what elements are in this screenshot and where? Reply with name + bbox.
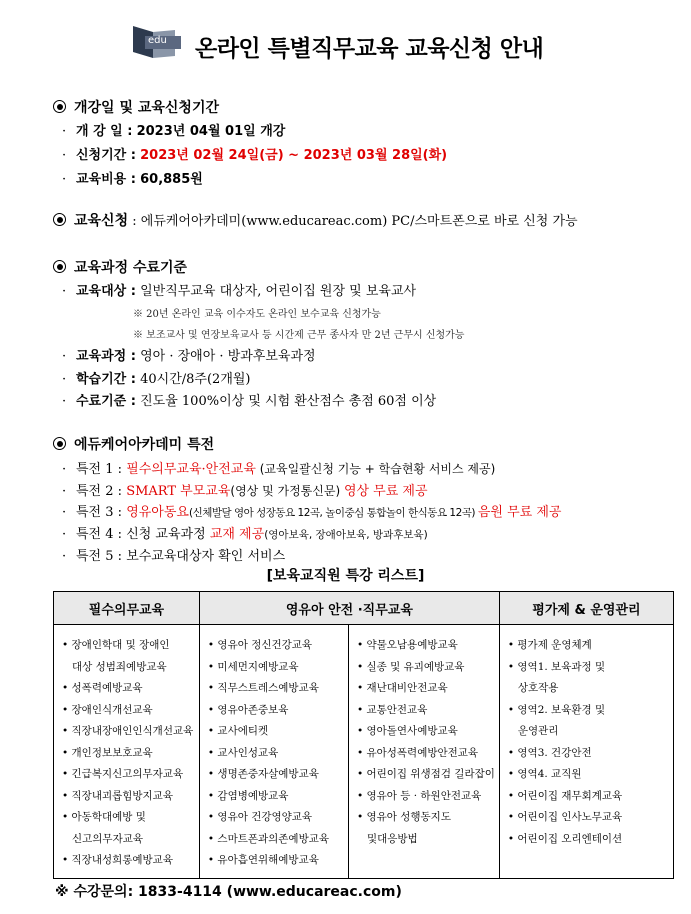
apply-method-text: : 에듀케어아카데미(www.educareac.com) PC/스마트폰으로 바로 신청 가능 xyxy=(132,214,578,229)
list-item: • 생명존중자살예방교육 xyxy=(207,768,319,780)
section-heading-benefits: 에듀케어아카데미 특전 xyxy=(53,434,214,454)
list-item: • 영아돌연사예방교육 xyxy=(356,725,458,737)
list-item: • 어린이집 위생점검 길라잡이 xyxy=(356,768,495,780)
list-item: 신고의무자교육 xyxy=(72,832,144,845)
list-item: • 스마트폰과의존예방교육 xyxy=(207,832,329,845)
list-item: • 개인정보보호교육 xyxy=(62,746,153,759)
column-safety-1 xyxy=(199,625,348,879)
criteria-row: · 수료기준 : 진도율 100%이상 및 시험 환산점수 총점 60점 이상 xyxy=(62,394,437,409)
list-item: • 성폭력예방교육 xyxy=(62,682,143,694)
list-item: • 직장내괴롭힘방지교육 xyxy=(62,789,173,802)
column-safety-2 xyxy=(348,625,499,879)
logo-text: edu xyxy=(148,35,167,46)
list-item: • 영역4. 교직원 xyxy=(507,768,582,780)
list-item: • 재난대비안전교육 xyxy=(356,682,448,694)
list-item: 및대응방법 xyxy=(366,832,418,845)
benefit-4: · 특전 4 : 신청 교육과정 교재 제공(영아보육, 장애아보육, 방과후보육) xyxy=(62,527,428,542)
list-item: • 영역2. 보육환경 및 xyxy=(507,703,606,716)
list-item: • 긴급복지신고의무자교육 xyxy=(62,768,184,780)
note-2: ※ 보조교사 및 연장보육교사 등 시간제 근무 종사자 만 2년 근무시 신청가능 xyxy=(133,330,465,341)
section-heading-period: 개강일 및 교육신청기간 xyxy=(53,97,219,117)
list-item: 운영관리 xyxy=(517,725,559,737)
list-item: 상호작용 xyxy=(517,682,559,694)
list-item: • 영유아 성행동지도 xyxy=(356,811,451,823)
section-bullet-icon xyxy=(53,260,66,273)
apply-period-row: · 신청기간 : 2023년 02월 24일(금) ~ 2023년 03월 28일(화) xyxy=(62,148,448,163)
list-item: • 어린이집 오리엔테이션 xyxy=(507,832,623,845)
target-row: · 교육대상 : 일반직무교육 대상자, 어린이집 원장 및 보육교사 xyxy=(62,284,417,299)
list-item: • 평가제 운영체계 xyxy=(507,639,592,651)
lecture-list-title: [보육교직원 특강 리스트] xyxy=(266,568,425,584)
lecture-table xyxy=(53,591,674,879)
course-row: · 교육과정 : 영아 · 장애아 · 방과후보육과정 xyxy=(62,349,316,364)
list-item: • 교사에티켓 xyxy=(207,725,269,737)
list-item: • 교통안전교육 xyxy=(356,703,428,716)
list-item: • 영유아 등 · 하원안전교육 xyxy=(356,789,482,802)
section-bullet-icon xyxy=(53,437,66,450)
benefit-3: · 특전 3 : 영유아동요(신체발달 영아 성장동요 12곡, 놀이중심 통합놀이 한식동요 12곡) 음원 무료 제공 xyxy=(62,505,562,520)
list-item: • 직무스트레스예방교육 xyxy=(207,682,319,694)
list-item: • 미세먼지예방교육 xyxy=(207,660,299,673)
contact-footer: ※ 수강문의: 1833-4114 (www.educareac.com) xyxy=(55,884,402,900)
benefit-1: · 특전 1 : 필수의무교육·안전교육 (교육일괄신청 기능 + 학습현황 서비스 제공) xyxy=(62,462,496,477)
list-item: • 장애인학대 및 장애인 xyxy=(62,639,170,651)
header-evaluation: 평가제 & 운영관리 xyxy=(499,592,673,625)
list-item: • 영유아존중보육 xyxy=(207,703,289,716)
list-item: • 어린이집 인사노무교육 xyxy=(507,811,623,823)
open-date-row: · 개 강 일 : 2023년 04월 01일 개강 xyxy=(62,124,286,139)
list-item: • 유아성폭력예방안전교육 xyxy=(356,746,479,759)
section-heading-course: 교육과정 수료기준 xyxy=(53,257,187,277)
list-item: • 교사인성교육 xyxy=(207,746,279,759)
list-item: • 직장내장애인인식개선교육 xyxy=(62,725,194,737)
list-item: 대상 성범죄예방교육 xyxy=(72,660,167,673)
column-evaluation xyxy=(499,625,673,879)
benefit-5: · 특전 5 : 보수교육대상자 확인 서비스 xyxy=(62,549,286,564)
fee-row: · 교육비용 : 60,885원 xyxy=(62,172,203,187)
list-item: • 약물오남용예방교육 xyxy=(356,639,458,651)
list-item: • 어린이집 재무회계교육 xyxy=(507,789,623,802)
list-item: • 장애인식개선교육 xyxy=(62,703,153,716)
header-mandatory: 필수의무교육 xyxy=(54,592,200,625)
list-item: • 영역3. 건강안전 xyxy=(507,746,592,759)
list-item: • 직장내성희롱예방교육 xyxy=(62,854,173,866)
note-1: ※ 20년 온라인 교육 이수자도 온라인 보수교육 신청가능 xyxy=(133,309,381,320)
study-period-row: · 학습기간 : 40시간/8주(2개월) xyxy=(62,372,251,387)
list-item: • 영역1. 보육과정 및 xyxy=(507,660,606,673)
logo xyxy=(131,22,183,62)
header-safety-duty: 영유아 안전 ·직무교육 xyxy=(199,592,499,625)
list-item: • 유아흡연위해예방교육 xyxy=(207,854,319,866)
list-item: • 감염병예방교육 xyxy=(207,789,289,802)
section-bullet-icon xyxy=(53,213,66,226)
benefit-2: · 특전 2 : SMART 부모교육(영상 및 가정통신문) 영상 무료 제공 xyxy=(62,484,428,499)
section-bullet-icon xyxy=(53,100,66,113)
list-item: • 실종 및 유괴예방교육 xyxy=(356,660,465,673)
list-item: • 아동학대예방 및 xyxy=(62,811,146,823)
list-item: • 영유아 건강영양교육 xyxy=(207,811,313,823)
section-heading-apply: 교육신청 : 에듀케어아카데미(www.educareac.com) PC/스마트폰으로 바로 신청 가능 xyxy=(53,210,578,230)
list-item: • 영유아 정신건강교육 xyxy=(207,639,313,651)
page-title: 온라인 특별직무교육 교육신청 안내 xyxy=(195,36,544,62)
column-mandatory xyxy=(54,625,200,879)
